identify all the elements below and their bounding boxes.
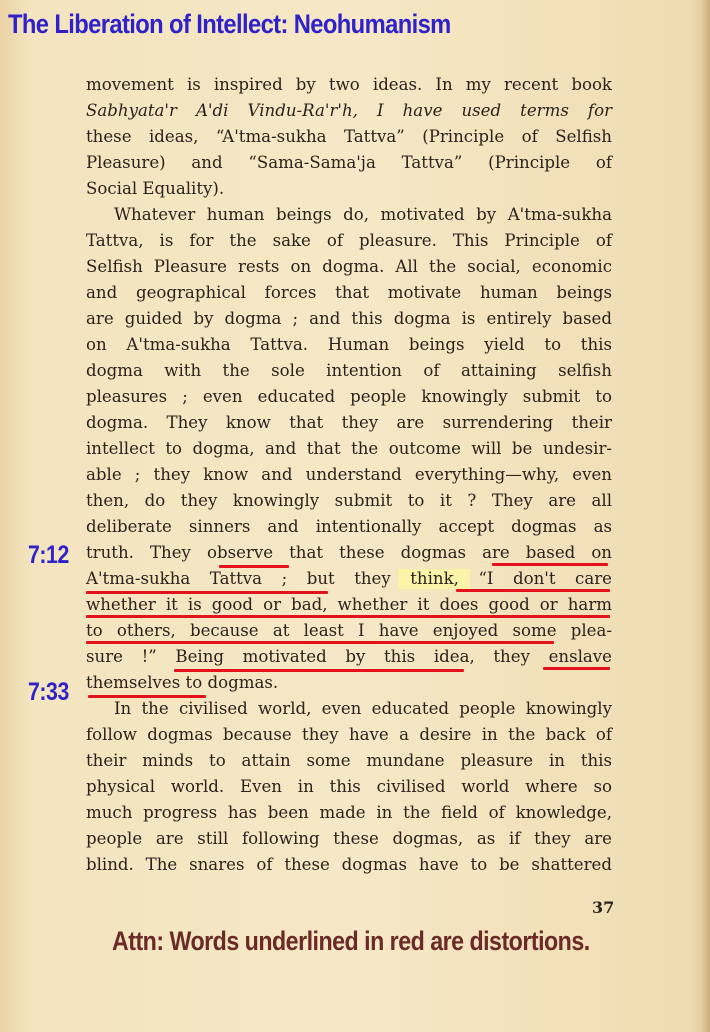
red-underline-enslave [543,667,610,670]
text-line-29: much progress has been made in the field of knowledge, [86,803,612,822]
text-line-12: dogma with the sole intention of attaining selfish [86,361,612,380]
text-line-11: on A'tma-sukha Tattva. Human beings yield to this [86,335,612,354]
text-line-25: In the civilised world, even educated people knowingly [114,699,612,718]
text-line-9: and geographical forces that motivate human beings [86,283,612,302]
text-line-18: deliberate sinners and intentionally accept dogmas as [86,517,612,536]
red-underline-being-motivated [174,669,464,672]
text-line-6: Whatever human beings do, motivated by A'tma-sukha [114,205,612,224]
text-line-10: are guided by dogma ; and this dogma is entirely based [86,309,612,328]
timestamp-start-label: 7:12 [28,541,69,569]
text-line-21: whether it is good or bad, whether it does good or harm [86,595,612,614]
text-line-1: movement is inspired by two ideas. In my recent book [86,75,612,94]
video-title-overlay: The Liberation of Intellect: Neohumanism [8,9,451,39]
text-line-31: blind. The snares of these dogmas have to be shattered [86,855,612,874]
text-line-13: pleasures ; even educated people knowingly submit to [86,387,612,406]
timestamp-end-label: 7:33 [28,678,69,706]
text-line-3: these ideas, “A'tma-sukha Tattva” (Principle of Selfish [86,127,612,146]
text-line-28: physical world. Even in this civilised world where so [86,777,612,796]
red-underline-to-others-enjoyed-some [86,641,554,644]
text-line-22: to others, because at least I have enjoyed some plea- [86,621,612,640]
text-line-30: people are still following these dogmas, as if they are [86,829,612,848]
red-underline-whether-good-or-harm [86,615,610,618]
page-number: 37 [592,898,615,917]
red-underline-i-dont-care [456,589,610,592]
text-line-19: truth. They observe that these dogmas are based on [86,543,612,562]
text-line-23: sure !” Being motivated by this idea, they enslave [86,647,612,666]
text-line-26: follow dogmas because they have a desire in the back of [86,725,612,744]
text-line-15: intellect to dogma, and that the outcome will be undesir- [86,439,612,458]
red-underline-are-based-on [492,563,608,566]
red-underline-atma-sukha-but [86,591,328,594]
text-line-8: Selfish Pleasure rests on dogma. All the social, economic [86,257,612,276]
page-body-text [86,72,612,878]
text-line-7: Tattva, is for the sake of pleasure. This Principle of [86,231,612,250]
page-edge [702,0,710,1032]
text-line-17: then, do they knowingly submit to it ? They are all [86,491,612,510]
text-line-27: their minds to attain some mundane pleasure in this [86,751,612,770]
text-line-5: Social Equality). [86,179,225,198]
text-line-16: able ; they know and understand everything—why, even [86,465,612,484]
attention-note: Attn: Words underlined in red are distortions. [112,926,590,956]
text-line-24: themselves to dogmas. [86,673,279,692]
red-underline-themselves-to [88,695,206,698]
red-underline-observe [219,565,289,568]
text-line-14: dogma. They know that they are surrendering their [86,413,612,432]
text-line-4: Pleasure) and “Sama-Sama'ja Tattva” (Principle of [86,153,612,172]
text-line-20: A'tma-sukha Tattva ; but they think, “I don't care [86,569,612,588]
text-line-2: Sabhyata'r A'di Vindu-Ra'r'h, I have used terms for [86,101,612,120]
